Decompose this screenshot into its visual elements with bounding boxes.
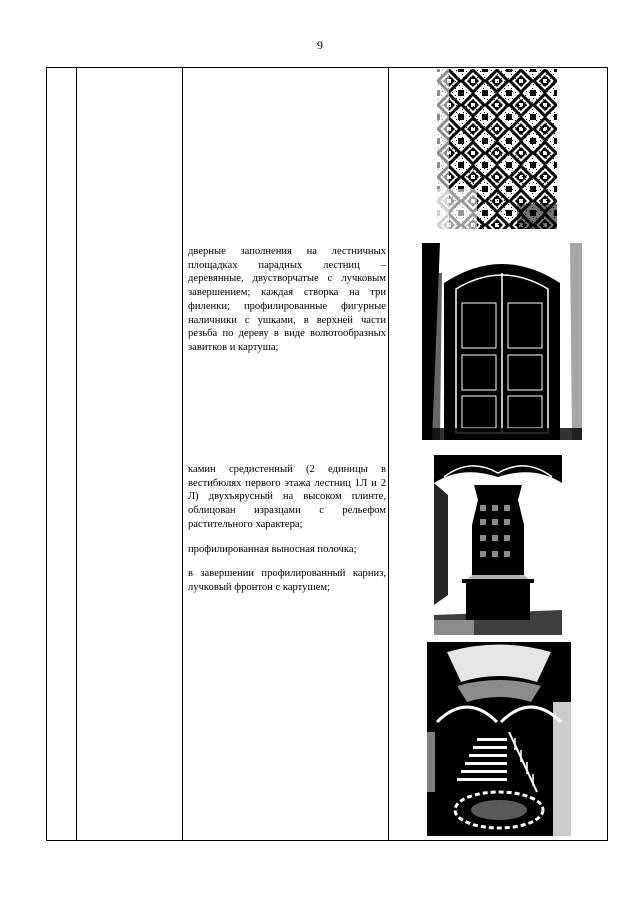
staircase-photo	[427, 642, 571, 836]
column-divider-2	[182, 68, 183, 840]
door-fillings-description	[188, 245, 386, 355]
staircase-photo-icon	[427, 642, 571, 836]
doorway-photo	[422, 243, 582, 440]
fireplace-photo-icon	[434, 455, 562, 635]
page-number: 9	[317, 38, 323, 52]
document-table	[46, 67, 608, 841]
fireplace-paragraph: камин средистенный (2 единицы в вестибюлях первого этажа лестниц 1Л и 2 Л) двухъярусный на высоком плинте, облицован изразцами с рельефом растительного характера;	[188, 464, 386, 530]
column-divider-3	[388, 68, 389, 840]
fireplace-description	[188, 463, 386, 595]
fireplace-photo	[434, 455, 562, 635]
door-fillings-paragraph: дверные заполнения на лестничных площадках парадных лестниц – деревянные, двустворчатые с лучковым завершением; каждая створка на три филенки; профилированные фигурные наличники с ушками, в верхней части резьба по дереву в виде волютообразных завитков и картуша;	[188, 246, 386, 353]
doorway-photo-icon	[422, 243, 582, 440]
tile-pattern-photo	[437, 69, 557, 229]
shelf-paragraph: профилированная выносная полочка;	[188, 543, 357, 555]
column-divider-1	[76, 68, 77, 840]
cornice-paragraph: в завершении профилированный карниз, лучковый фронтон с картушем;	[188, 568, 386, 593]
tile-pattern-photo-icon	[437, 69, 557, 229]
